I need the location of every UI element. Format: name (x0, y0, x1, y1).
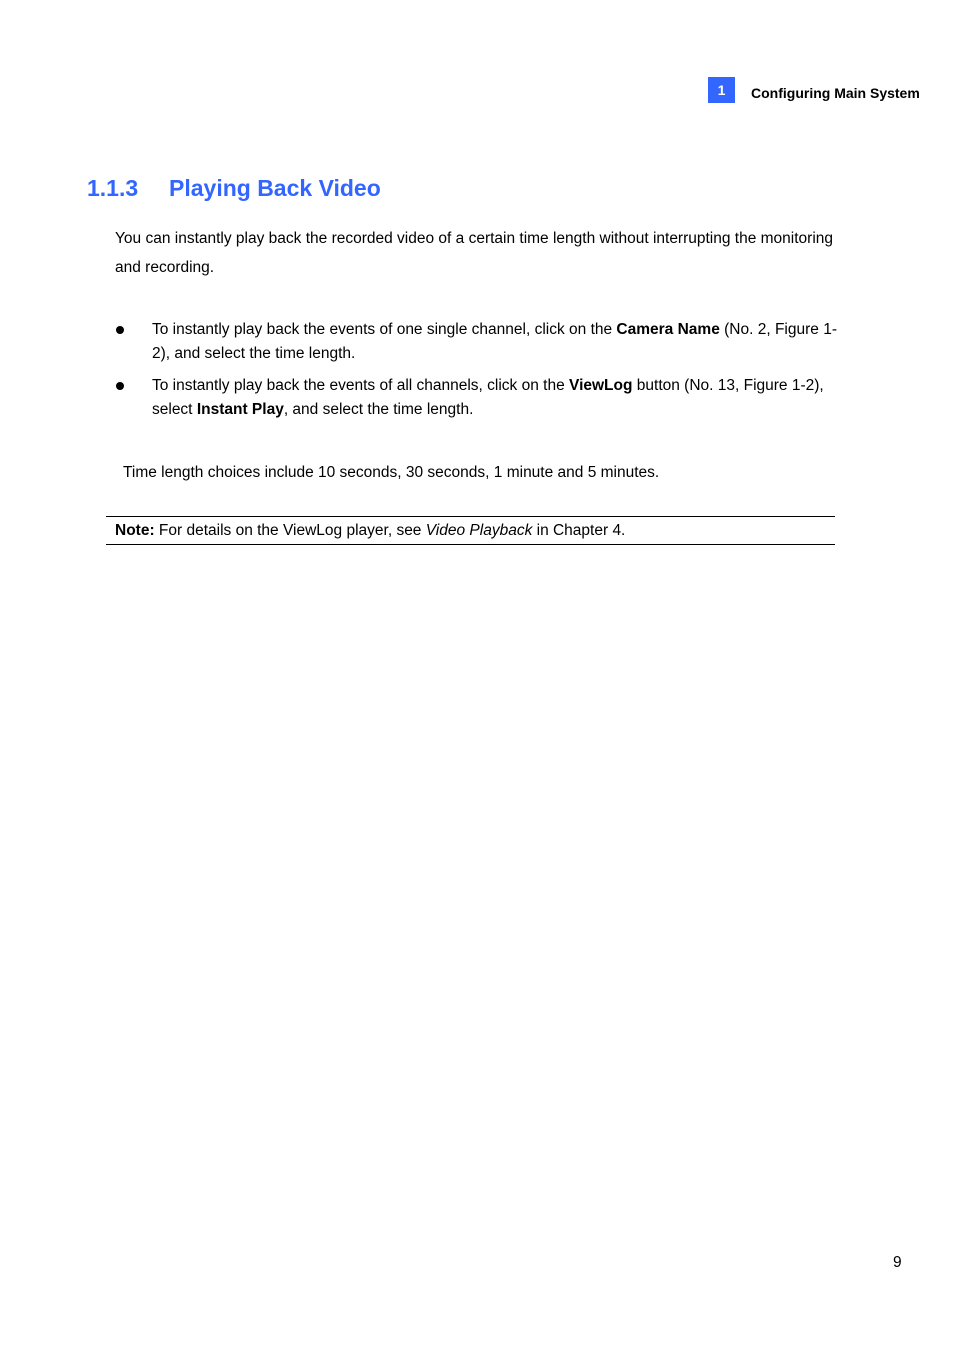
note-reference: Video Playback (425, 522, 533, 539)
chapter-title: Configuring Main System (751, 85, 920, 101)
note-label: Note: (115, 522, 155, 539)
section-number: 1.1.3 (87, 175, 139, 201)
section-title: Playing Back Video (169, 175, 381, 201)
intro-paragraph: You can instantly play back the recorded video of a certain time length without interrupting the monitoring and recording. (115, 230, 834, 276)
bullet-list (115, 318, 850, 430)
bullet-dot-icon (116, 382, 124, 390)
bullet-bold-term: Instant Play (196, 401, 284, 418)
bullet-dot-icon (116, 326, 124, 334)
bullet-text: (No. 2, Figure 1-2), and select the time length. (152, 321, 837, 362)
note-text: For details on the ViewLog player, see (154, 522, 426, 539)
bullet-text: To instantly play back the events of one single channel, click on the (152, 321, 617, 338)
note-box (106, 516, 835, 545)
bullet-text: , and select the time length. (283, 401, 474, 418)
section-heading (87, 173, 381, 203)
page-number: 9 (893, 1254, 902, 1271)
time-length-choices: Time length choices include 10 seconds, 30 seconds, 1 minute and 5 minutes. (123, 464, 660, 481)
bullet-item-single-channel (115, 318, 850, 366)
note-text: in Chapter 4. (532, 522, 626, 539)
bullet-bold-term: Camera Name (616, 321, 720, 338)
bullet-item-all-channels (115, 374, 850, 422)
bullet-text: button (No. 13, Figure 1-2), select (152, 377, 824, 418)
chapter-number-badge: 1 (708, 77, 735, 103)
bullet-bold-term: ViewLog (569, 377, 633, 394)
bullet-text: To instantly play back the events of all channels, click on the (152, 377, 570, 394)
